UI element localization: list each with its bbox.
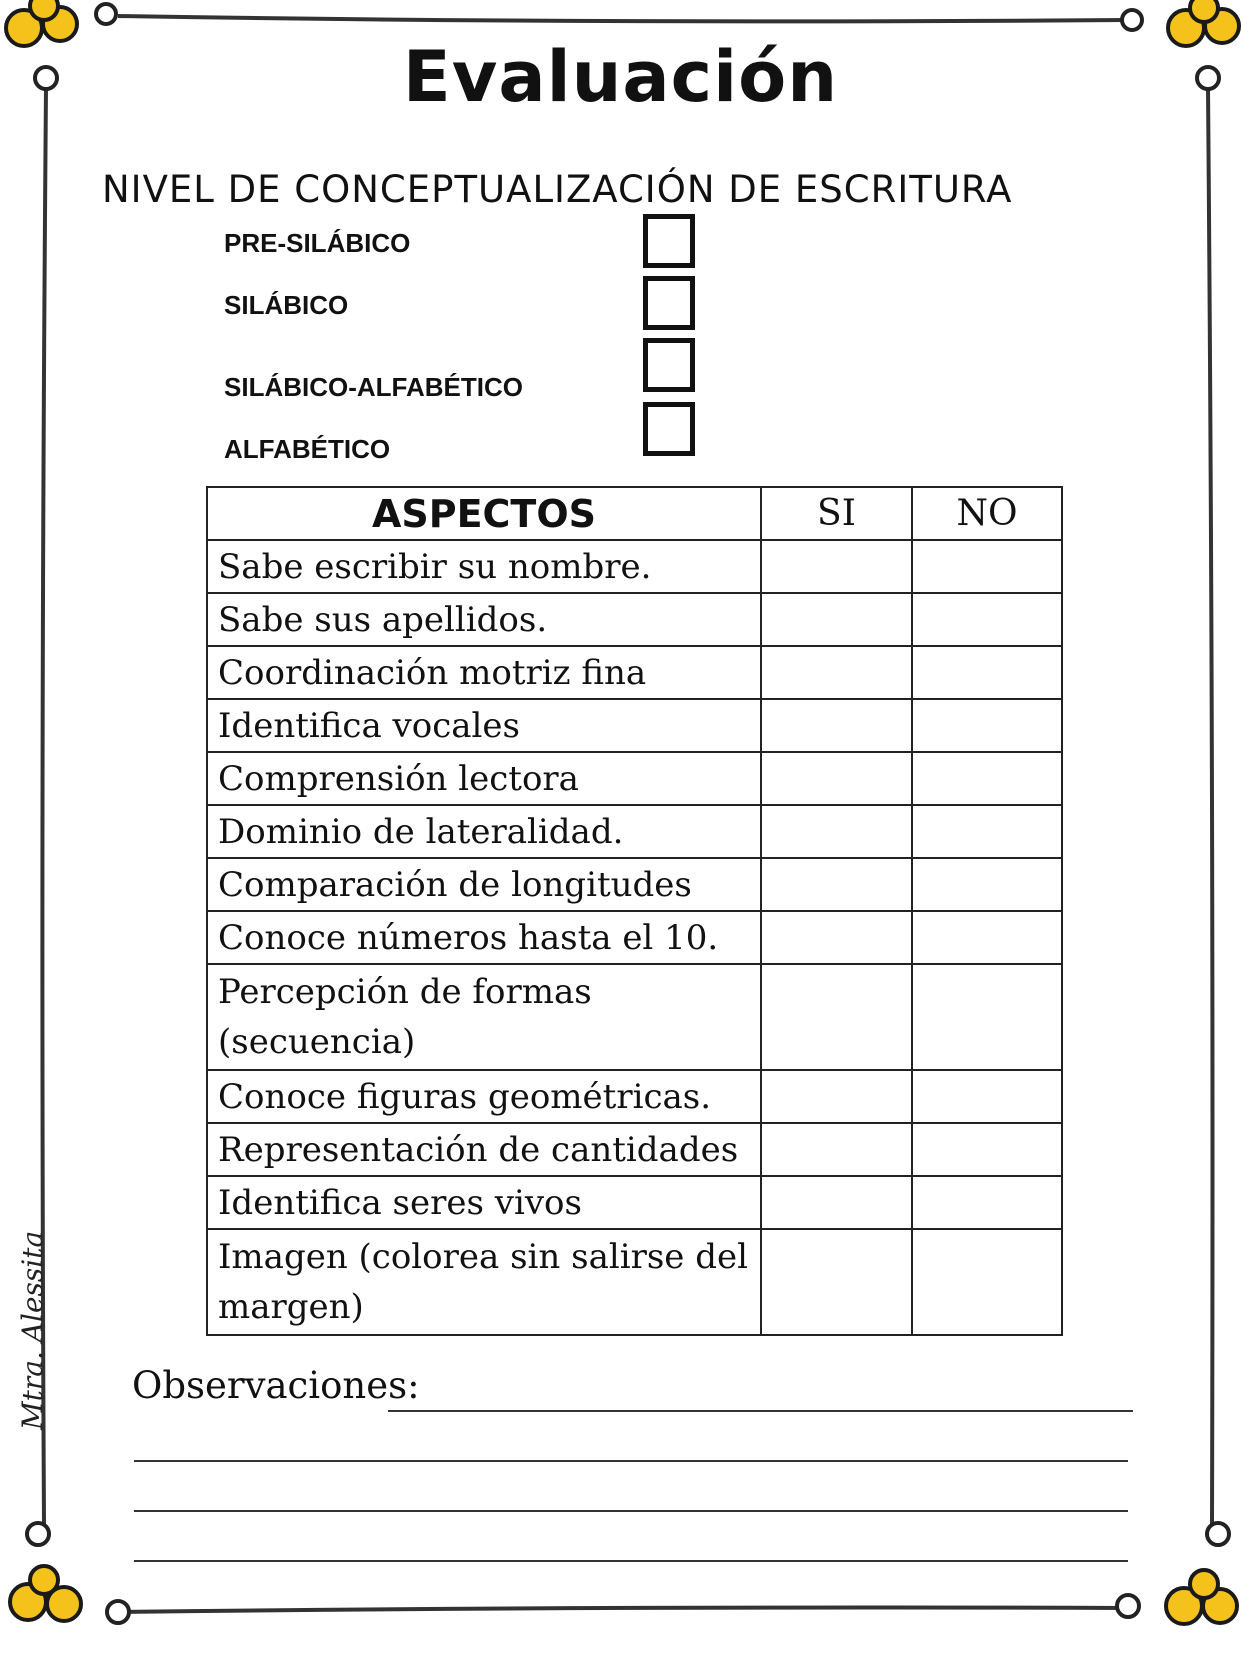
no-cell[interactable]: [912, 964, 1062, 1070]
si-cell[interactable]: [761, 1176, 912, 1229]
no-cell[interactable]: [912, 646, 1062, 699]
observations-line[interactable]: [134, 1460, 1128, 1462]
aspect-cell: Representación de cantidades: [207, 1123, 761, 1176]
level-label-silabico: SILÁBICO: [224, 290, 349, 320]
aspect-cell: Imagen (colorea sin salirse del margen): [207, 1229, 761, 1335]
table-row: [207, 540, 1062, 593]
aspect-cell: Sabe sus apellidos.: [207, 593, 761, 646]
aspect-cell: Comparación de longitudes: [207, 858, 761, 911]
observations-line[interactable]: [134, 1510, 1128, 1512]
checkbox-alfabetico[interactable]: [643, 402, 695, 456]
table-row: [207, 1176, 1062, 1229]
no-cell[interactable]: [912, 1123, 1062, 1176]
si-cell[interactable]: [761, 911, 912, 964]
checkbox-pre-silabico[interactable]: [643, 214, 695, 268]
aspect-cell: Percepción de formas (secuencia): [207, 964, 761, 1070]
si-cell[interactable]: [761, 858, 912, 911]
author-signature: Mtra. Alessita: [16, 1230, 49, 1430]
column-header-no: NO: [912, 487, 1062, 540]
aspect-cell: Sabe escribir su nombre.: [207, 540, 761, 593]
table-row: [207, 1123, 1062, 1176]
si-cell[interactable]: [761, 699, 912, 752]
si-cell[interactable]: [761, 1070, 912, 1123]
aspect-cell: Comprensión lectora: [207, 752, 761, 805]
si-cell[interactable]: [761, 752, 912, 805]
column-header-aspectos: ASPECTOS: [207, 487, 761, 540]
checkbox-silabico[interactable]: [643, 276, 695, 330]
no-cell[interactable]: [912, 805, 1062, 858]
flower-icon-bottom-right: [1166, 1570, 1237, 1624]
page-title: Evaluación: [402, 36, 839, 118]
no-cell[interactable]: [912, 1176, 1062, 1229]
table-row: [207, 1070, 1062, 1123]
si-cell[interactable]: [761, 805, 912, 858]
column-header-si: SI: [761, 487, 912, 540]
si-cell[interactable]: [761, 646, 912, 699]
no-cell[interactable]: [912, 1229, 1062, 1335]
no-cell[interactable]: [912, 752, 1062, 805]
no-cell[interactable]: [912, 911, 1062, 964]
level-label-pre-silabico: PRE-SILÁBICO: [224, 228, 411, 258]
table-row: [207, 593, 1062, 646]
si-cell[interactable]: [761, 540, 912, 593]
table-row: [207, 752, 1062, 805]
si-cell[interactable]: [761, 1123, 912, 1176]
level-label-alfabetico: ALFABÉTICO: [224, 434, 391, 464]
aspect-cell: Conoce números hasta el 10.: [207, 911, 761, 964]
si-cell[interactable]: [761, 964, 912, 1070]
aspect-cell: Identifica seres vivos: [207, 1176, 761, 1229]
observations-label: Observaciones:: [132, 1364, 420, 1407]
no-cell[interactable]: [912, 540, 1062, 593]
table-row: [207, 911, 1062, 964]
aspect-cell: Dominio de lateralidad.: [207, 805, 761, 858]
flower-icon-bottom-left: [10, 1566, 81, 1621]
table-row: [207, 964, 1062, 1070]
aspect-cell: Identifica vocales: [207, 699, 761, 752]
no-cell[interactable]: [912, 1070, 1062, 1123]
section-heading: NIVEL DE CONCEPTUALIZACIÓN DE ESCRITURA: [102, 168, 1013, 211]
table-row: [207, 858, 1062, 911]
table-row: [207, 699, 1062, 752]
level-label-silabico-alfabetico: SILÁBICO-ALFABÉTICO: [224, 372, 523, 402]
observations-line[interactable]: [134, 1560, 1128, 1562]
si-cell[interactable]: [761, 1229, 912, 1335]
checkbox-silabico-alfabetico[interactable]: [643, 338, 695, 392]
table-row: [207, 646, 1062, 699]
table-row: [207, 1229, 1062, 1335]
aspect-cell: Coordinación motriz fina: [207, 646, 761, 699]
no-cell[interactable]: [912, 699, 1062, 752]
si-cell[interactable]: [761, 593, 912, 646]
table-row: [207, 805, 1062, 858]
aspects-table: [206, 486, 1063, 1336]
no-cell[interactable]: [912, 593, 1062, 646]
no-cell[interactable]: [912, 858, 1062, 911]
observations-line[interactable]: [388, 1410, 1133, 1412]
aspect-cell: Conoce figuras geométricas.: [207, 1070, 761, 1123]
